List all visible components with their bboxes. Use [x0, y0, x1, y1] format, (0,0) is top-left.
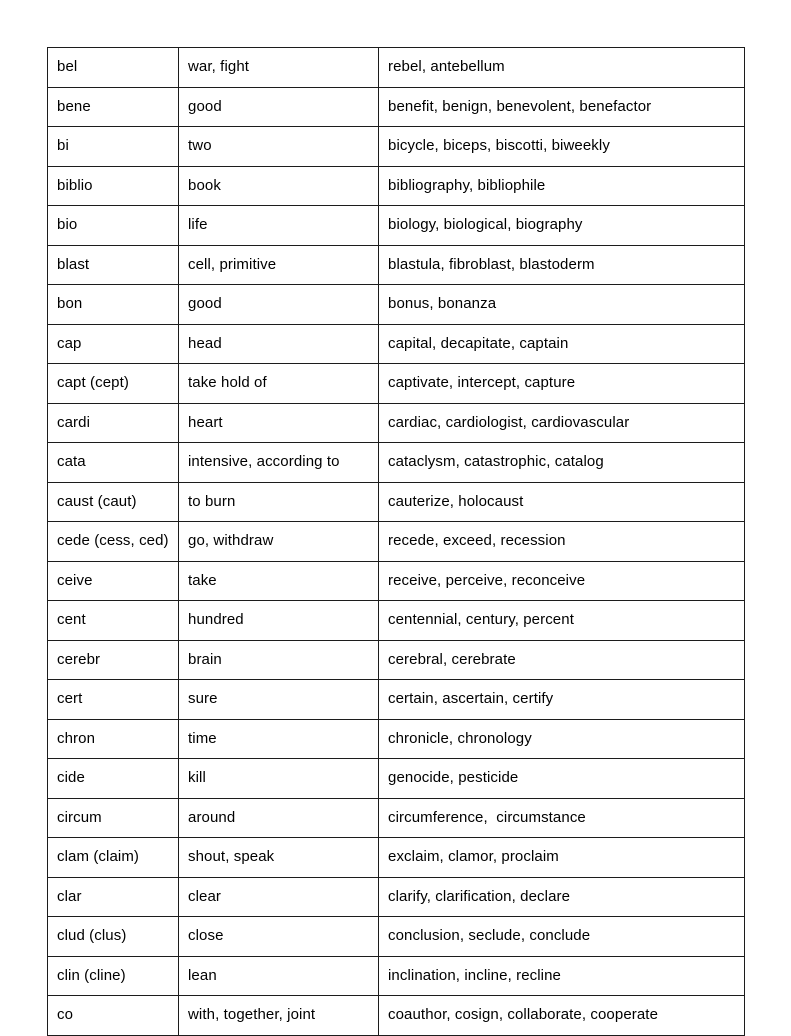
- table-cell-root: circum: [48, 798, 179, 838]
- table-cell-meaning: good: [179, 87, 379, 127]
- table-cell-examples: cauterize, holocaust: [379, 482, 745, 522]
- table-body: [48, 48, 745, 1036]
- table-row: [48, 561, 745, 601]
- table-cell-examples: genocide, pesticide: [379, 759, 745, 799]
- table-cell-root: cerebr: [48, 640, 179, 680]
- table-cell-meaning: with, together, joint: [179, 996, 379, 1036]
- table-row: [48, 996, 745, 1036]
- table-cell-root: clud (clus): [48, 917, 179, 957]
- table-cell-root: cert: [48, 680, 179, 720]
- table-row: [48, 403, 745, 443]
- table-cell-meaning: kill: [179, 759, 379, 799]
- table-cell-meaning: intensive, according to: [179, 443, 379, 483]
- table-cell-root: cata: [48, 443, 179, 483]
- table-cell-meaning: good: [179, 285, 379, 325]
- table-row: [48, 364, 745, 404]
- table-cell-root: cide: [48, 759, 179, 799]
- table-row: [48, 522, 745, 562]
- table-cell-meaning: hundred: [179, 601, 379, 641]
- table-cell-examples: inclination, incline, recline: [379, 956, 745, 996]
- table-cell-meaning: time: [179, 719, 379, 759]
- table-cell-meaning: book: [179, 166, 379, 206]
- table-cell-root: co: [48, 996, 179, 1036]
- table-cell-meaning: around: [179, 798, 379, 838]
- table-row: [48, 48, 745, 88]
- table-row: [48, 917, 745, 957]
- table-cell-root: bi: [48, 127, 179, 167]
- table-cell-root: clin (cline): [48, 956, 179, 996]
- table-cell-meaning: take: [179, 561, 379, 601]
- table-row: [48, 719, 745, 759]
- table-cell-examples: bonus, bonanza: [379, 285, 745, 325]
- table-cell-examples: centennial, century, percent: [379, 601, 745, 641]
- table-row: [48, 443, 745, 483]
- table-cell-meaning: to burn: [179, 482, 379, 522]
- root-words-table: [47, 47, 745, 1036]
- table-cell-examples: coauthor, cosign, collaborate, cooperate: [379, 996, 745, 1036]
- table-row: [48, 127, 745, 167]
- table-cell-root: biblio: [48, 166, 179, 206]
- table-row: [48, 166, 745, 206]
- table-cell-meaning: go, withdraw: [179, 522, 379, 562]
- table-cell-root: cede (cess, ced): [48, 522, 179, 562]
- table-cell-root: chron: [48, 719, 179, 759]
- table-row: [48, 601, 745, 641]
- table-row: [48, 798, 745, 838]
- table-cell-meaning: close: [179, 917, 379, 957]
- table-cell-examples: bicycle, biceps, biscotti, biweekly: [379, 127, 745, 167]
- table-cell-root: clam (claim): [48, 838, 179, 878]
- table-cell-root: bel: [48, 48, 179, 88]
- table-row: [48, 87, 745, 127]
- table-row: [48, 482, 745, 522]
- table-row: [48, 877, 745, 917]
- table-cell-examples: bibliography, bibliophile: [379, 166, 745, 206]
- table-row: [48, 285, 745, 325]
- table-cell-examples: benefit, benign, benevolent, benefactor: [379, 87, 745, 127]
- table-cell-examples: clarify, clarification, declare: [379, 877, 745, 917]
- table-cell-root: clar: [48, 877, 179, 917]
- table-cell-meaning: heart: [179, 403, 379, 443]
- table-cell-root: bio: [48, 206, 179, 246]
- table-row: [48, 956, 745, 996]
- table-row: [48, 680, 745, 720]
- table-cell-examples: cerebral, cerebrate: [379, 640, 745, 680]
- table-cell-root: cardi: [48, 403, 179, 443]
- table-cell-meaning: sure: [179, 680, 379, 720]
- table-row: [48, 245, 745, 285]
- table-cell-examples: certain, ascertain, certify: [379, 680, 745, 720]
- table-cell-root: cap: [48, 324, 179, 364]
- table-cell-examples: rebel, antebellum: [379, 48, 745, 88]
- table-row: [48, 640, 745, 680]
- table-cell-meaning: lean: [179, 956, 379, 996]
- table-cell-root: blast: [48, 245, 179, 285]
- table-cell-examples: blastula, fibroblast, blastoderm: [379, 245, 745, 285]
- table-cell-meaning: brain: [179, 640, 379, 680]
- table-cell-meaning: clear: [179, 877, 379, 917]
- table-cell-examples: biology, biological, biography: [379, 206, 745, 246]
- table-cell-examples: captivate, intercept, capture: [379, 364, 745, 404]
- table-cell-root: bon: [48, 285, 179, 325]
- table-cell-root: ceive: [48, 561, 179, 601]
- table-cell-meaning: head: [179, 324, 379, 364]
- table-cell-examples: recede, exceed, recession: [379, 522, 745, 562]
- table-cell-meaning: cell, primitive: [179, 245, 379, 285]
- table-cell-examples: circumference, circumstance: [379, 798, 745, 838]
- table-cell-root: bene: [48, 87, 179, 127]
- table-row: [48, 838, 745, 878]
- table-cell-root: cent: [48, 601, 179, 641]
- table-cell-examples: chronicle, chronology: [379, 719, 745, 759]
- table-row: [48, 759, 745, 799]
- table-cell-root: capt (cept): [48, 364, 179, 404]
- table-cell-examples: cataclysm, catastrophic, catalog: [379, 443, 745, 483]
- table-cell-examples: conclusion, seclude, conclude: [379, 917, 745, 957]
- table-cell-meaning: take hold of: [179, 364, 379, 404]
- table-cell-examples: capital, decapitate, captain: [379, 324, 745, 364]
- table-cell-examples: receive, perceive, reconceive: [379, 561, 745, 601]
- table-cell-meaning: life: [179, 206, 379, 246]
- table-cell-meaning: two: [179, 127, 379, 167]
- table-row: [48, 324, 745, 364]
- table-cell-examples: cardiac, cardiologist, cardiovascular: [379, 403, 745, 443]
- table-cell-meaning: shout, speak: [179, 838, 379, 878]
- table-row: [48, 206, 745, 246]
- table-cell-meaning: war, fight: [179, 48, 379, 88]
- table-cell-root: caust (caut): [48, 482, 179, 522]
- table-cell-examples: exclaim, clamor, proclaim: [379, 838, 745, 878]
